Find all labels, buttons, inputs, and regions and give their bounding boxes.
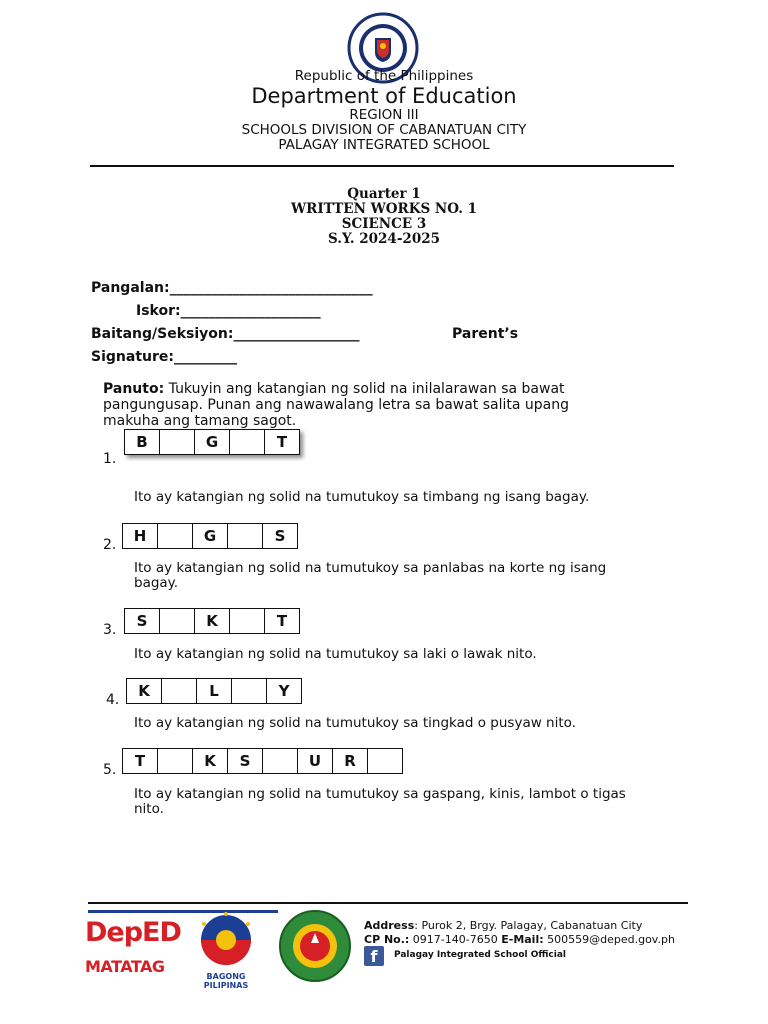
address-label: Address — [364, 919, 415, 932]
department-title: Department of Education — [251, 84, 517, 108]
division-text: SCHOOLS DIVISION OF CABANATUAN CITY — [241, 122, 527, 138]
email-label: E-Mail: — [501, 933, 544, 946]
letter-box[interactable]: T — [122, 748, 157, 774]
works-title: WRITTEN WORKS NO. 1 — [290, 201, 478, 217]
letter-box[interactable] — [161, 678, 196, 704]
email-value: 500559@deped.gov.ph — [543, 933, 675, 946]
instructions — [103, 381, 663, 429]
region-text: REGION III — [349, 107, 419, 123]
bagong-pilipinas-text: BAGONG PILIPINAS — [203, 972, 249, 990]
footer-divider — [88, 902, 688, 904]
address-value: : Purok 2, Brgy. Palagay, Cabanatuan City — [414, 919, 643, 932]
subject-title: SCIENCE 3 — [341, 216, 427, 232]
name-field[interactable]: Pangalan:_____________________________ — [91, 280, 373, 296]
letter-box[interactable] — [157, 748, 192, 774]
letter-box[interactable]: K — [192, 748, 227, 774]
item-number: 3. — [103, 622, 117, 638]
item-number: 5. — [103, 762, 117, 778]
school-year-title: S.Y. 2024-2025 — [327, 231, 440, 247]
item-sentence: Ito ay katangian ng solid na tumutukoy sa laki o lawak nito. — [134, 646, 537, 662]
letter-box[interactable] — [231, 678, 266, 704]
instructions-line-1: Tukuyin ang katangian ng solid na inilalarawan sa bawat — [164, 381, 565, 397]
letter-box[interactable]: G — [192, 523, 227, 549]
letter-box[interactable]: B — [124, 429, 159, 455]
grade-section-field[interactable]: Baitang/Seksiyon:__________________ — [91, 326, 360, 342]
letter-boxes-3 — [124, 608, 300, 634]
school-name: PALAGAY INTEGRATED SCHOOL — [278, 137, 490, 153]
facebook-page-name[interactable]: Palagay Integrated School Official — [394, 950, 566, 960]
facebook-icon: f — [364, 946, 384, 966]
letter-box[interactable]: L — [196, 678, 231, 704]
header-divider — [90, 165, 674, 167]
letter-boxes-1 — [124, 429, 300, 455]
school-seal-logo — [278, 909, 352, 983]
item-number: 1. — [103, 451, 117, 467]
letter-box[interactable]: S — [262, 523, 298, 549]
cp-value: 0917-140-7650 — [409, 933, 502, 946]
item-sentence: Ito ay katangian ng solid na tumutukoy sa tingkad o pusyaw nito. — [134, 715, 576, 731]
letter-box[interactable] — [159, 608, 194, 634]
contact-line — [364, 933, 675, 946]
cp-label: CP No.: — [364, 933, 410, 946]
signature-field[interactable]: Signature:_________ — [91, 349, 237, 365]
letter-box[interactable]: K — [194, 608, 229, 634]
letter-boxes-4 — [126, 678, 302, 704]
letter-box[interactable]: T — [264, 429, 300, 455]
item-number: 4. — [106, 692, 120, 708]
letter-box[interactable] — [229, 608, 264, 634]
item-sentence: Ito ay katangian ng solid na tumutukoy sa gaspang, kinis, lambot o tigas nito. — [134, 786, 626, 817]
letter-box[interactable] — [159, 429, 194, 455]
letter-box[interactable]: U — [297, 748, 332, 774]
letter-box[interactable]: T — [264, 608, 300, 634]
letter-box[interactable] — [229, 429, 264, 455]
item-sentence: Ito ay katangian ng solid na tumutukoy sa timbang ng isang bagay. — [134, 489, 590, 505]
deped-matatag-logo — [85, 917, 181, 976]
address-line — [364, 919, 642, 932]
letter-box[interactable] — [367, 748, 403, 774]
letter-box[interactable]: Y — [266, 678, 302, 704]
parent-label: Parent’s — [452, 326, 519, 342]
item-number: 2. — [103, 537, 117, 553]
letter-box[interactable] — [262, 748, 297, 774]
letter-box[interactable]: G — [194, 429, 229, 455]
instructions-label: Panuto: — [103, 381, 165, 397]
score-field[interactable]: Iskor:____________________ — [136, 303, 321, 319]
letter-box[interactable] — [227, 523, 262, 549]
instructions-line-2: pangungusap. Punan ang nawawalang letra sa bawat salita upang — [103, 397, 570, 413]
instructions-line-3: makuha ang tamang sagot. — [103, 413, 297, 429]
bagong-pilipinas-logo — [190, 910, 262, 972]
letter-box[interactable]: S — [227, 748, 262, 774]
matatag-text: MATATAG — [85, 957, 165, 976]
letter-box[interactable]: R — [332, 748, 367, 774]
republic-text: Republic of the Philippines — [294, 68, 474, 84]
deped-logo-text: DepED — [85, 917, 181, 948]
quarter-title: Quarter 1 — [347, 186, 421, 202]
letter-box[interactable]: K — [126, 678, 161, 704]
letter-boxes-2 — [122, 523, 298, 549]
letter-boxes-5 — [122, 748, 403, 774]
item-sentence: Ito ay katangian ng solid na tumutukoy sa panlabas na korte ng isang bagay. — [134, 560, 607, 591]
letter-box[interactable]: H — [122, 523, 157, 549]
letter-box[interactable] — [157, 523, 192, 549]
letter-box[interactable]: S — [124, 608, 159, 634]
